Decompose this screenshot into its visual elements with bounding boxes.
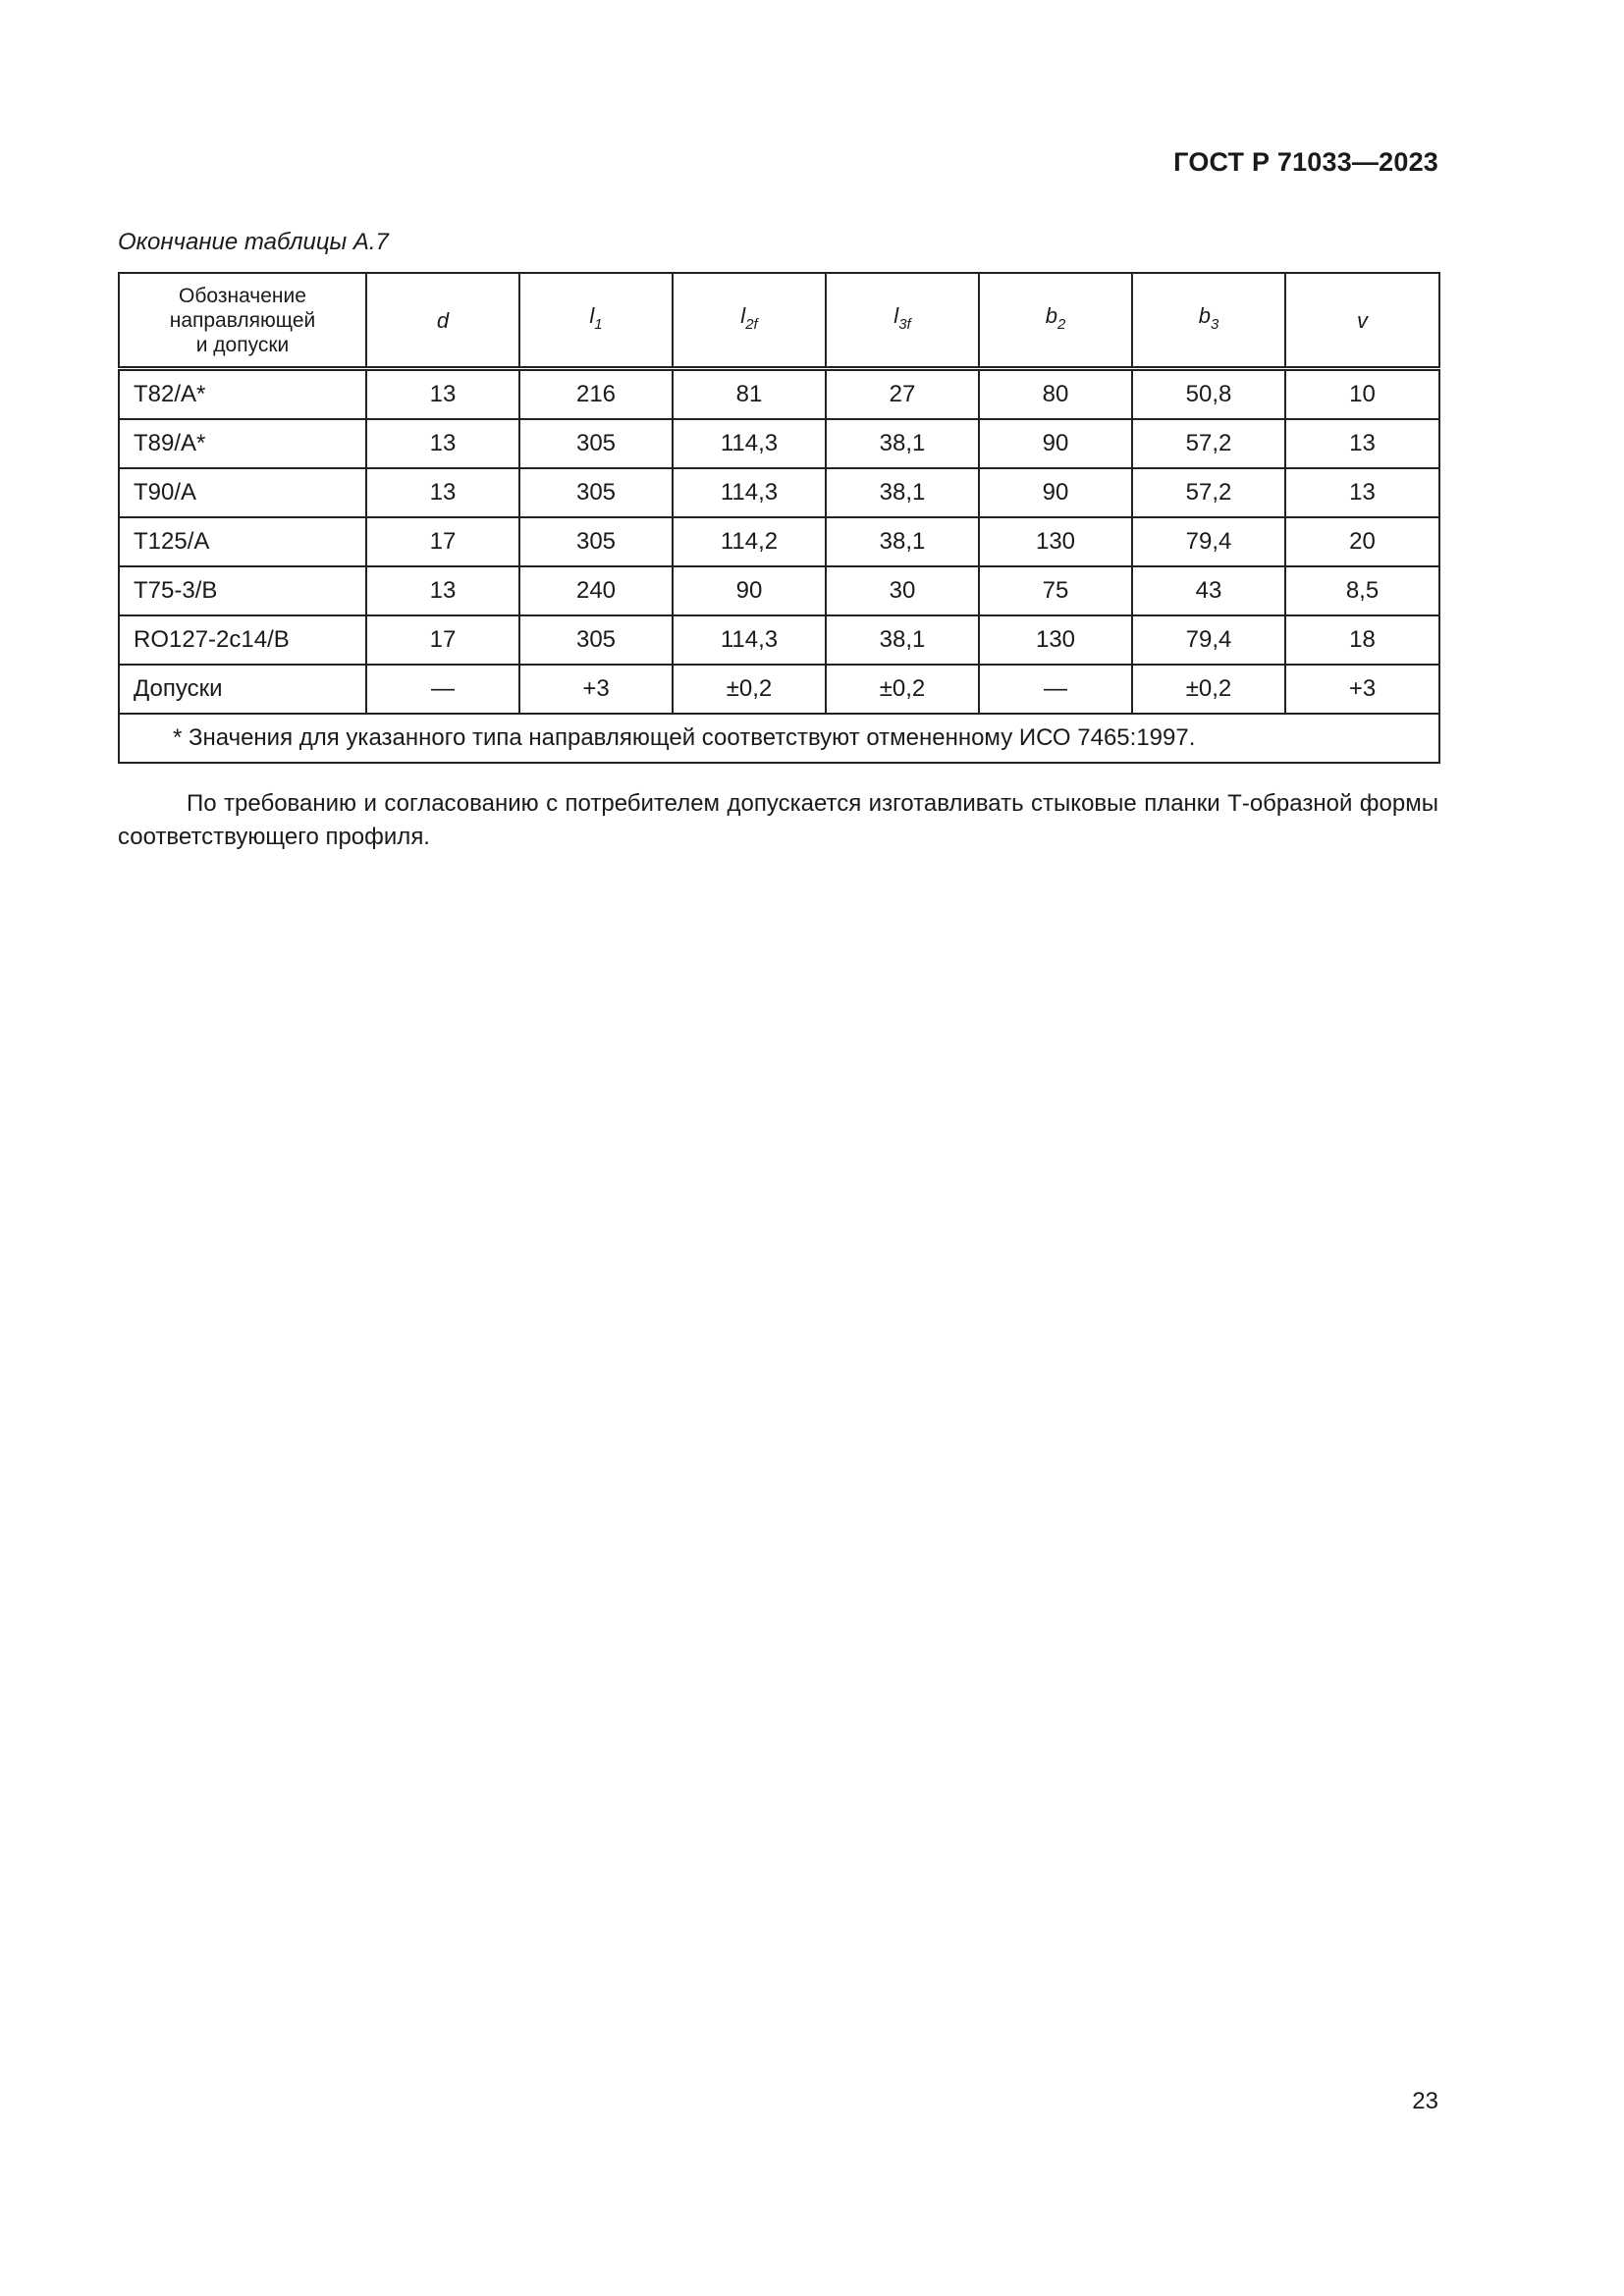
row-designation-cell: Т82/А*	[119, 369, 366, 420]
table-row	[119, 419, 1439, 468]
table-cell: 240	[519, 566, 673, 615]
table-cell: 20	[1285, 517, 1439, 566]
table-cell: 57,2	[1132, 419, 1285, 468]
table-cell: 10	[1285, 369, 1439, 420]
table-cell: 13	[366, 566, 519, 615]
footnote-row	[119, 714, 1439, 763]
table-cell: 305	[519, 615, 673, 665]
table-cell: 8,5	[1285, 566, 1439, 615]
table-cell: 38,1	[826, 468, 979, 517]
table-row	[119, 615, 1439, 665]
table-cell: 90	[979, 468, 1132, 517]
table-cell: 305	[519, 419, 673, 468]
header-l2f: $l_{2f}$	[673, 273, 826, 369]
page-number: 23	[1412, 2088, 1438, 2114]
table-cell: 38,1	[826, 419, 979, 468]
table-cell: ±0,2	[826, 665, 979, 714]
table-cell: +3	[519, 665, 673, 714]
table-cell: 79,4	[1132, 517, 1285, 566]
table-cell: 305	[519, 517, 673, 566]
header-b2: $b_2$	[979, 273, 1132, 369]
table-row	[119, 665, 1439, 714]
table-cell: 79,4	[1132, 615, 1285, 665]
table-cell: 13	[1285, 419, 1439, 468]
table-cell: 30	[826, 566, 979, 615]
table-cell: —	[366, 665, 519, 714]
dimensions-table	[118, 272, 1440, 764]
header-designation-line: направляющей	[169, 308, 316, 332]
table-row	[119, 369, 1439, 420]
table-cell: 50,8	[1132, 369, 1285, 420]
header-l1: $l_1$	[519, 273, 673, 369]
table-cell: 114,3	[673, 468, 826, 517]
header-b3: $b_3$	[1132, 273, 1285, 369]
table-cell: 90	[673, 566, 826, 615]
table-caption: Окончание таблицы А.7	[118, 229, 389, 255]
table-cell: 13	[366, 419, 519, 468]
row-designation-cell: Т75-3/В	[119, 566, 366, 615]
body-paragraph: По требованию и согласованию с потребителем допускается изготавливать стыковые планки Т-образной формы соответствующего профиля.	[118, 790, 1438, 850]
header-d: d	[366, 273, 519, 369]
header-v: v	[1285, 273, 1439, 369]
table-row	[119, 517, 1439, 566]
table-cell: 17	[366, 517, 519, 566]
table-cell: 81	[673, 369, 826, 420]
table-body	[119, 369, 1439, 715]
table-row	[119, 468, 1439, 517]
table-cell: 13	[366, 369, 519, 420]
table-cell: 17	[366, 615, 519, 665]
header-designation-line: и допуски	[195, 333, 290, 356]
table-cell: 130	[979, 615, 1132, 665]
table-cell: ±0,2	[1132, 665, 1285, 714]
header-designation-line: Обозначение	[179, 284, 306, 307]
table-cell: 114,2	[673, 517, 826, 566]
header-designation	[119, 273, 366, 369]
row-designation-cell: Т125/А	[119, 517, 366, 566]
table-cell: 130	[979, 517, 1132, 566]
table-footnote: * Значения для указанного типа направляющей соответствуют отмененному ИСО 7465:1997.	[119, 714, 1439, 763]
row-designation-cell: Т89/А*	[119, 419, 366, 468]
table-cell: 27	[826, 369, 979, 420]
row-designation-cell: RO127-2c14/B	[119, 615, 366, 665]
table-cell: 38,1	[826, 517, 979, 566]
table-cell: 305	[519, 468, 673, 517]
table-cell: 13	[366, 468, 519, 517]
table-cell: 80	[979, 369, 1132, 420]
header-l3f: $l_{3f}$	[826, 273, 979, 369]
row-designation-cell: Т90/А	[119, 468, 366, 517]
table-cell: —	[979, 665, 1132, 714]
table-cell: 75	[979, 566, 1132, 615]
document-code: ГОСТ Р 71033—2023	[1173, 147, 1438, 177]
table-cell: 57,2	[1132, 468, 1285, 517]
table-cell: 114,3	[673, 615, 826, 665]
row-designation-cell: Допуски	[119, 665, 366, 714]
table-cell: 13	[1285, 468, 1439, 517]
table-cell: +3	[1285, 665, 1439, 714]
table-cell: 43	[1132, 566, 1285, 615]
table-cell: 18	[1285, 615, 1439, 665]
table-row	[119, 566, 1439, 615]
table-cell: 38,1	[826, 615, 979, 665]
table-cell: 90	[979, 419, 1132, 468]
table-cell: ±0,2	[673, 665, 826, 714]
table-header-row	[119, 273, 1439, 369]
table-cell: 114,3	[673, 419, 826, 468]
table-cell: 216	[519, 369, 673, 420]
